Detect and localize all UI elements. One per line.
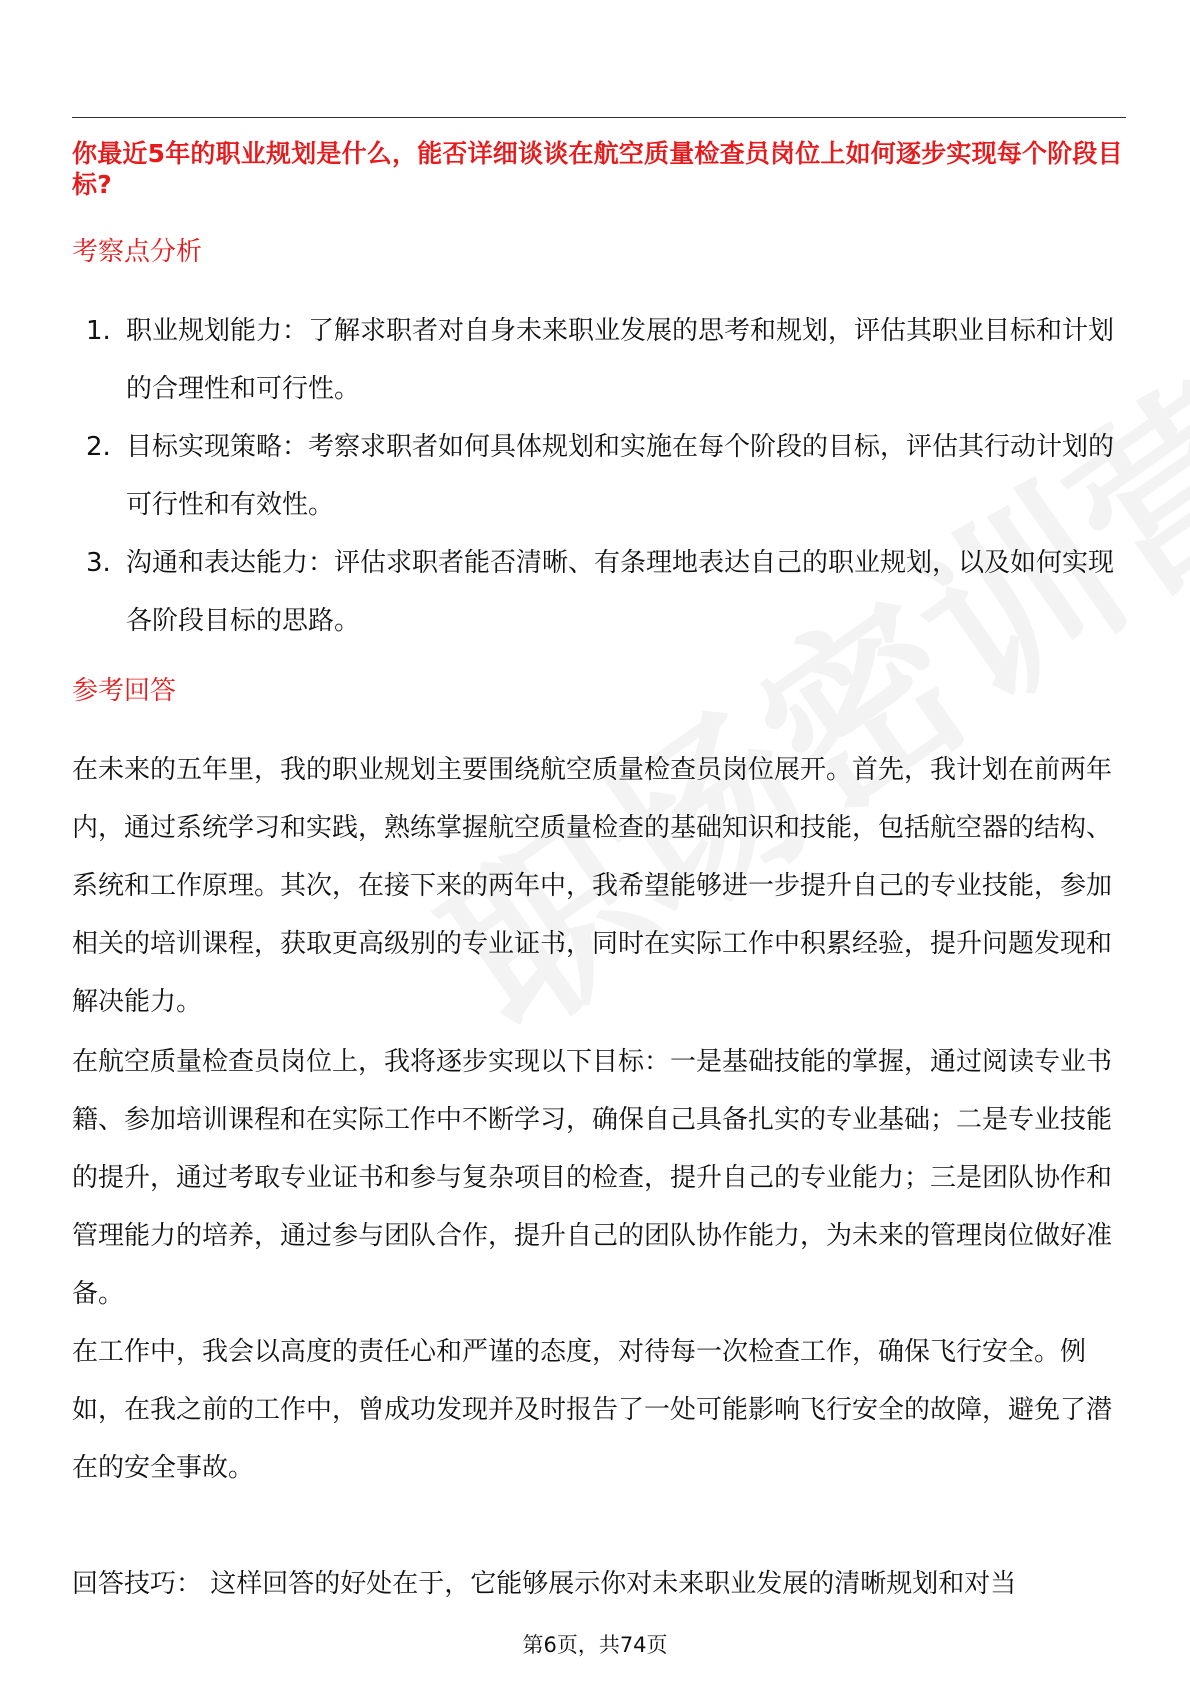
point-number: 3. <box>86 548 111 578</box>
analysis-point-3 <box>72 534 1126 650</box>
point-text: 沟通和表达能力：评估求职者能否清晰、有条理地表达自己的职业规划，以及如何实现各阶段目标的思路。 <box>126 548 1115 636</box>
point-number: 1. <box>86 316 111 346</box>
answer-heading: 参考回答 <box>72 676 177 706</box>
answer-paragraph-1: 在未来的五年里，我的职业规划主要围绕航空质量检查员岗位展开。首先，我计划在前两年内，通过系统学习和实践，熟练掌握航空质量检查的基础知识和技能，包括航空器的结构、系统和工作原理。其次，在接下来的两年中，我希望能够进一步提升自己的专业技能，参加相关的培训课程，获取更高级别的专业证书，同时在实际工作中积累经验，提升问题发现和解决能力。 <box>72 755 1113 1017</box>
answer-paragraph-2: 在航空质量检查员岗位上，我将逐步实现以下目标：一是基础技能的掌握，通过阅读专业书籍、参加培训课程和在实际工作中不断学习，确保自己具备扎实的专业基础；二是专业技能的提升，通过考取专业证书和参与复杂项目的检查，提升自己的专业能力；三是团队协作和管理能力的培养，通过参与团队合作，提升自己的团队协作能力，为未来的管理岗位做好准备。 <box>72 1047 1113 1309</box>
top-divider <box>72 117 1126 118</box>
page-number: 第6页，共74页 <box>522 1633 668 1657</box>
point-text: 职业规划能力：了解求职者对自身未来职业发展的思考和规划，评估其职业目标和计划的合理性和可行性。 <box>126 316 1115 404</box>
analysis-heading: 考察点分析 <box>72 237 203 267</box>
point-number: 2. <box>86 432 111 462</box>
point-text: 目标实现策略：考察求职者如何具体规划和实施在每个阶段的目标，评估其行动计划的可行性和有效性。 <box>126 432 1115 520</box>
answer-tip: 回答技巧： 这样回答的好处在于，它能够展示你对未来职业发展的清晰规划和对当 <box>72 1569 1017 1599</box>
analysis-point-2 <box>72 418 1126 534</box>
analysis-point-1 <box>72 302 1126 418</box>
question-title: 你最近5年的职业规划是什么，能否详细谈谈在航空质量检查员岗位上如何逐步实现每个阶段目标? <box>72 139 1123 199</box>
analysis-points <box>72 302 1126 650</box>
answer-paragraph-3: 在工作中，我会以高度的责任心和严谨的态度，对待每一次检查工作，确保飞行安全。例如，在我之前的工作中，曾成功发现并及时报告了一处可能影响飞行安全的故障，避免了潜在的安全事故。 <box>72 1337 1113 1483</box>
